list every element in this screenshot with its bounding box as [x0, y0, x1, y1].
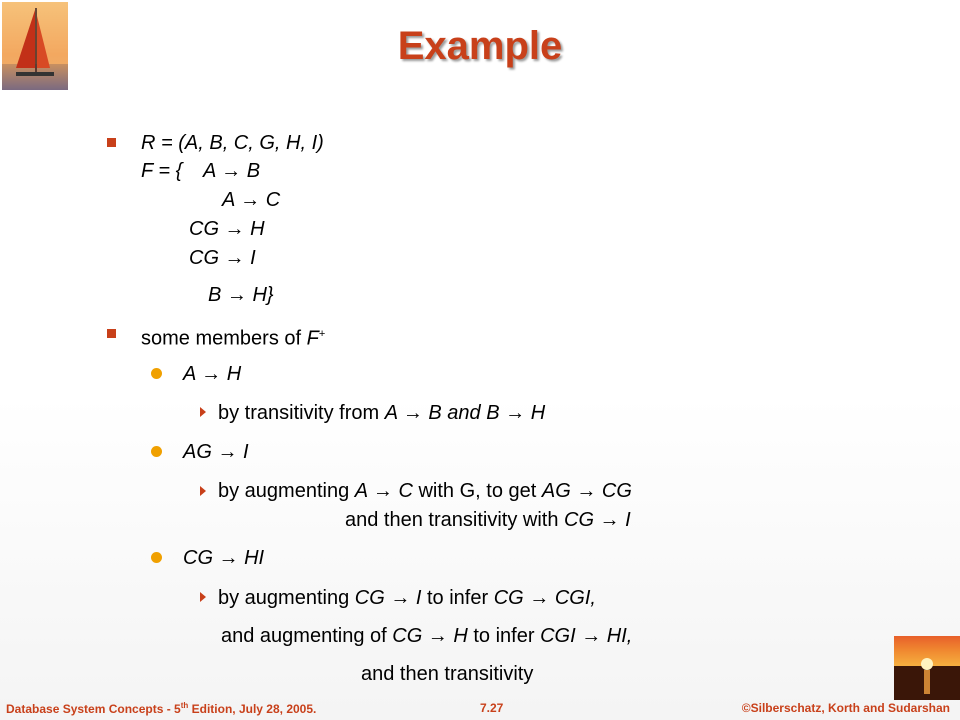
bullet-triangle-icon [200, 407, 206, 417]
bullet-square-icon [107, 329, 116, 338]
relation-schema: R = (A, B, C, G, H, I) [141, 132, 324, 154]
derivation-explanation [218, 479, 632, 503]
members-plus: + [318, 328, 326, 340]
fd-ref: CG → CGI, [493, 587, 596, 609]
fd-ref: CG → I [564, 509, 631, 531]
bullet-dot-icon [151, 368, 162, 379]
derived-fd: AG → I [183, 441, 249, 463]
derived-fd: A → H [183, 363, 242, 385]
fd-ref: CG → I [354, 587, 422, 609]
bullet-square-icon [107, 138, 116, 147]
derivation-explanation-cont [221, 624, 632, 648]
sunset-image [894, 636, 960, 700]
fd-set-open: F = { [141, 160, 183, 182]
text-fragment: to infer [421, 587, 494, 609]
bullet-dot-icon [151, 552, 162, 563]
footer-text: Database System Concepts - 5 [6, 702, 181, 716]
fd-item: B → H} [208, 284, 274, 306]
page-number: 7.27 [480, 701, 504, 715]
derivation-explanation-cont: and then transitivity [361, 663, 534, 685]
text-fragment: by augmenting [218, 480, 355, 502]
text-fragment: to infer [467, 625, 541, 647]
bullet-triangle-icon [200, 486, 206, 496]
footer-copyright: ©Silberschatz, Korth and Sudarshan [741, 701, 950, 715]
fd-ref: AG → CG [541, 480, 632, 502]
text-fragment: and augmenting of [221, 625, 393, 647]
derivation-explanation [218, 401, 545, 425]
text-fragment: by augmenting [218, 587, 355, 609]
derivation-explanation-cont [345, 508, 631, 532]
bullet-triangle-icon [200, 592, 206, 602]
fd-ref: A → B and B → H [384, 402, 546, 424]
fd-ref: CG → H [392, 625, 468, 647]
members-heading [141, 322, 325, 351]
fd-item: A → C [222, 189, 281, 211]
fd-item: A → B [203, 160, 261, 182]
fd-item: CG → H [189, 218, 265, 240]
bullet-dot-icon [151, 446, 162, 457]
footer-text: Edition, July 28, 2005. [188, 702, 317, 716]
text-fragment: with G, to get [412, 480, 542, 502]
fd-ref: CGI → HI, [540, 625, 633, 647]
text-fragment: and then transitivity with [345, 509, 564, 531]
slide-title: Example [397, 24, 563, 68]
members-f: F [306, 327, 319, 350]
fd-ref: A → C [354, 480, 413, 502]
derivation-explanation [218, 586, 596, 610]
footer-sup: th [180, 701, 189, 710]
text-fragment: by transitivity from [218, 402, 385, 424]
derived-fd: CG → HI [183, 547, 265, 569]
members-label: some members of [141, 327, 307, 350]
fd-item: CG → I [189, 247, 256, 269]
footer-book-title [6, 701, 316, 716]
